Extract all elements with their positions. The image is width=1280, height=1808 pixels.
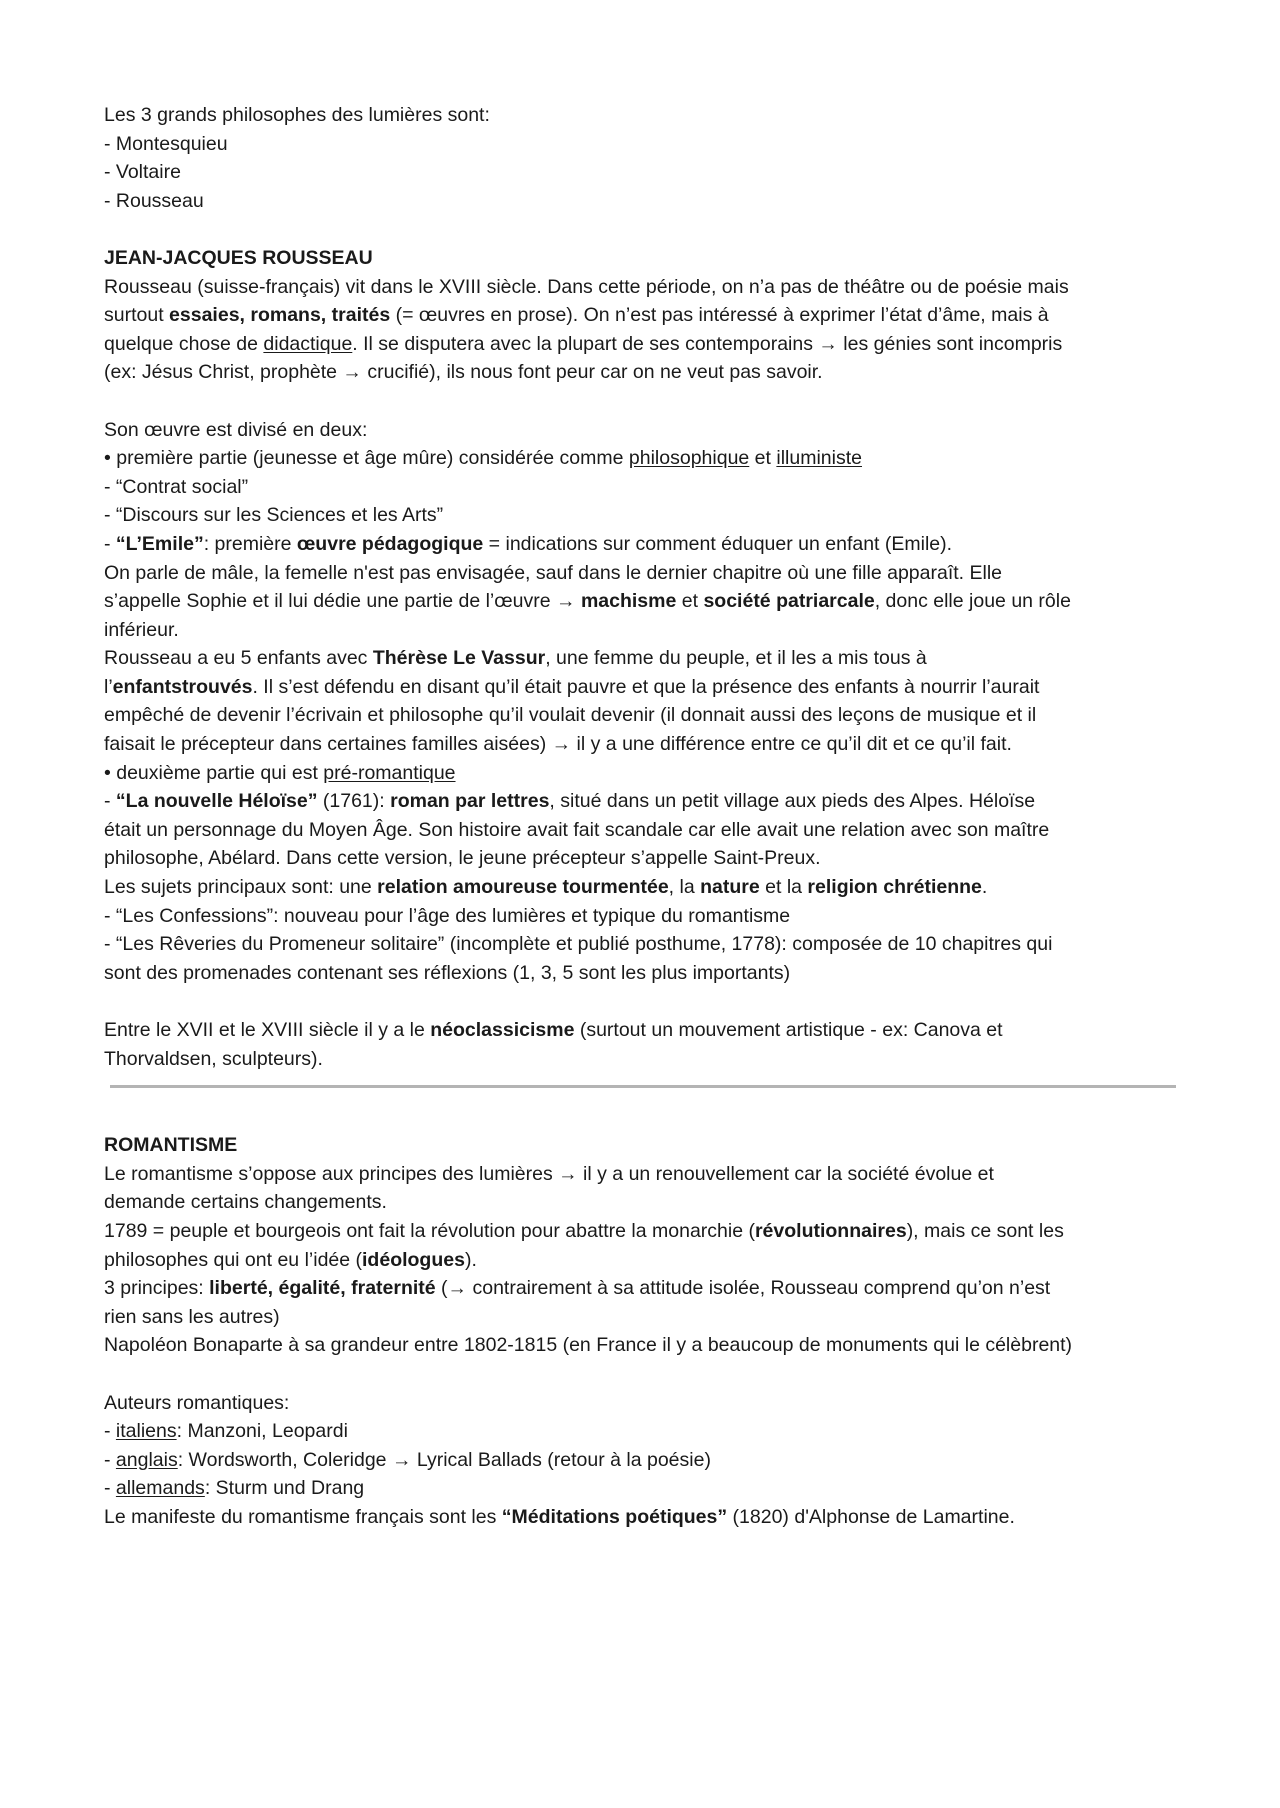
list-item: - italiens: Manzoni, Leopardi: [104, 1420, 348, 1443]
text-line: surtout essaies, romans, traités (= œuvres en prose). On n’est pas intéressé à exprimer l’état d’âme, mais à: [104, 304, 1049, 327]
text-line: faisait le précepteur dans certaines familles aisées) → il y a une différence entre ce qu’il dit et ce qu’il fait.: [104, 733, 1012, 756]
list-item: - “Les Rêveries du Promeneur solitaire” (incomplète et publié posthume, 1778): composée de 10 chapitres qui: [104, 933, 1053, 956]
text-line: (ex: Jésus Christ, prophète → crucifié), ils nous font peur car on ne veut pas savoir.: [104, 361, 823, 384]
text-line: rien sans les autres): [104, 1305, 280, 1328]
section-title-rousseau: JEAN-JACQUES ROUSSEAU: [104, 246, 373, 269]
text-line: 1789 = peuple et bourgeois ont fait la révolution pour abattre la monarchie (révolutionnaires), mais ce sont les: [104, 1219, 1064, 1242]
list-item: - “Contrat social”: [104, 475, 249, 498]
text-line: Auteurs romantiques:: [104, 1391, 290, 1414]
text-line: empêché de devenir l’écrivain et philosophe qu’il voulait devenir (il donnait aussi des leçons de musique et il: [104, 704, 1037, 727]
text-line: Les sujets principaux sont: une relation amoureuse tourmentée, la nature et la religion chrétienne.: [104, 876, 988, 899]
list-item: - allemands: Sturm und Drang: [104, 1477, 365, 1500]
text-line: quelque chose de didactique. Il se disputera avec la plupart de ses contemporains → les génies sont incompris: [104, 332, 1063, 355]
text-line: Rousseau a eu 5 enfants avec Thérèse Le Vassur, une femme du peuple, et il les a mis tous à: [104, 647, 927, 670]
list-item: - “Les Confessions”: nouveau pour l’âge des lumières et typique du romantisme: [104, 904, 791, 927]
text-line: Le manifeste du romantisme français sont les “Méditations poétiques” (1820) d'Alphonse de Lamartine.: [104, 1505, 1015, 1528]
list-item: - “L’Emile”: première œuvre pédagogique = indications sur comment éduquer un enfant (Emile).: [104, 532, 953, 555]
bullet-item: • deuxième partie qui est pré-romantique: [104, 761, 456, 784]
text-line: était un personnage du Moyen Âge. Son histoire avait fait scandale car elle avait une relation avec son maître: [104, 818, 1050, 841]
document-page: [104, 101, 1184, 1532]
intro-heading: Les 3 grands philosophes des lumières sont:: [104, 104, 490, 126]
text-line: l’enfantstrouvés. Il s’est défendu en disant qu’il était pauvre et que la présence des enfants à nourrir l’aurait: [104, 675, 1040, 698]
list-item: - Rousseau: [104, 189, 204, 212]
text-line: philosophe, Abélard. Dans cette version, le jeune précepteur s’appelle Saint-Preux.: [104, 847, 821, 870]
list-item: - Montesquieu: [104, 132, 228, 155]
text-line: Le romantisme s’oppose aux principes des lumières → il y a un renouvellement car la société évolue et: [104, 1162, 994, 1185]
text-line: philosophes qui ont eu l’idée (idéologues).: [104, 1248, 477, 1271]
section-title-romantisme: ROMANTISME: [104, 1134, 238, 1157]
bullet-item: • première partie (jeunesse et âge mûre) considérée comme philosophique et illuministe: [104, 447, 862, 470]
text-line: inférieur.: [104, 618, 179, 641]
text-line: Son œuvre est divisé en deux:: [104, 418, 368, 441]
list-item: - anglais: Wordsworth, Coleridge → Lyrical Ballads (retour à la poésie): [104, 1448, 711, 1471]
text-line: Rousseau (suisse-français) vit dans le XVIII siècle. Dans cette période, on n’a pas de théâtre ou de poésie mais: [104, 275, 1069, 298]
text-line: Napoléon Bonaparte à sa grandeur entre 1802-1815 (en France il y a beaucoup de monuments qui le célèbrent): [104, 1334, 1073, 1357]
list-item: - “Discours sur les Sciences et les Arts”: [104, 504, 444, 527]
text-line: On parle de mâle, la femelle n'est pas envisagée, sauf dans le dernier chapitre où une fille apparaît. Elle: [104, 561, 1003, 584]
text-line: Thorvaldsen, sculpteurs).: [104, 1047, 323, 1070]
text-line: sont des promenades contenant ses réflexions (1, 3, 5 sont les plus importants): [104, 961, 791, 984]
text-line: s’appelle Sophie et il lui dédie une partie de l’œuvre → machisme et société patriarcale, donc elle joue un rôle: [104, 590, 1071, 613]
text-line: Entre le XVII et le XVIII siècle il y a le néoclassicisme (surtout un mouvement artistique - ex: Canova et: [104, 1019, 1003, 1041]
list-item: - Voltaire: [104, 161, 181, 184]
list-item: - “La nouvelle Héloïse” (1761): roman par lettres, situé dans un petit village aux pieds des Alpes. Héloïse: [104, 790, 1036, 813]
text-line: demande certains changements.: [104, 1191, 387, 1214]
text-line: 3 principes: liberté, égalité, fraternité (→ contrairement à sa attitude isolée, Rousseau comprend qu’on n’est: [104, 1277, 1051, 1300]
